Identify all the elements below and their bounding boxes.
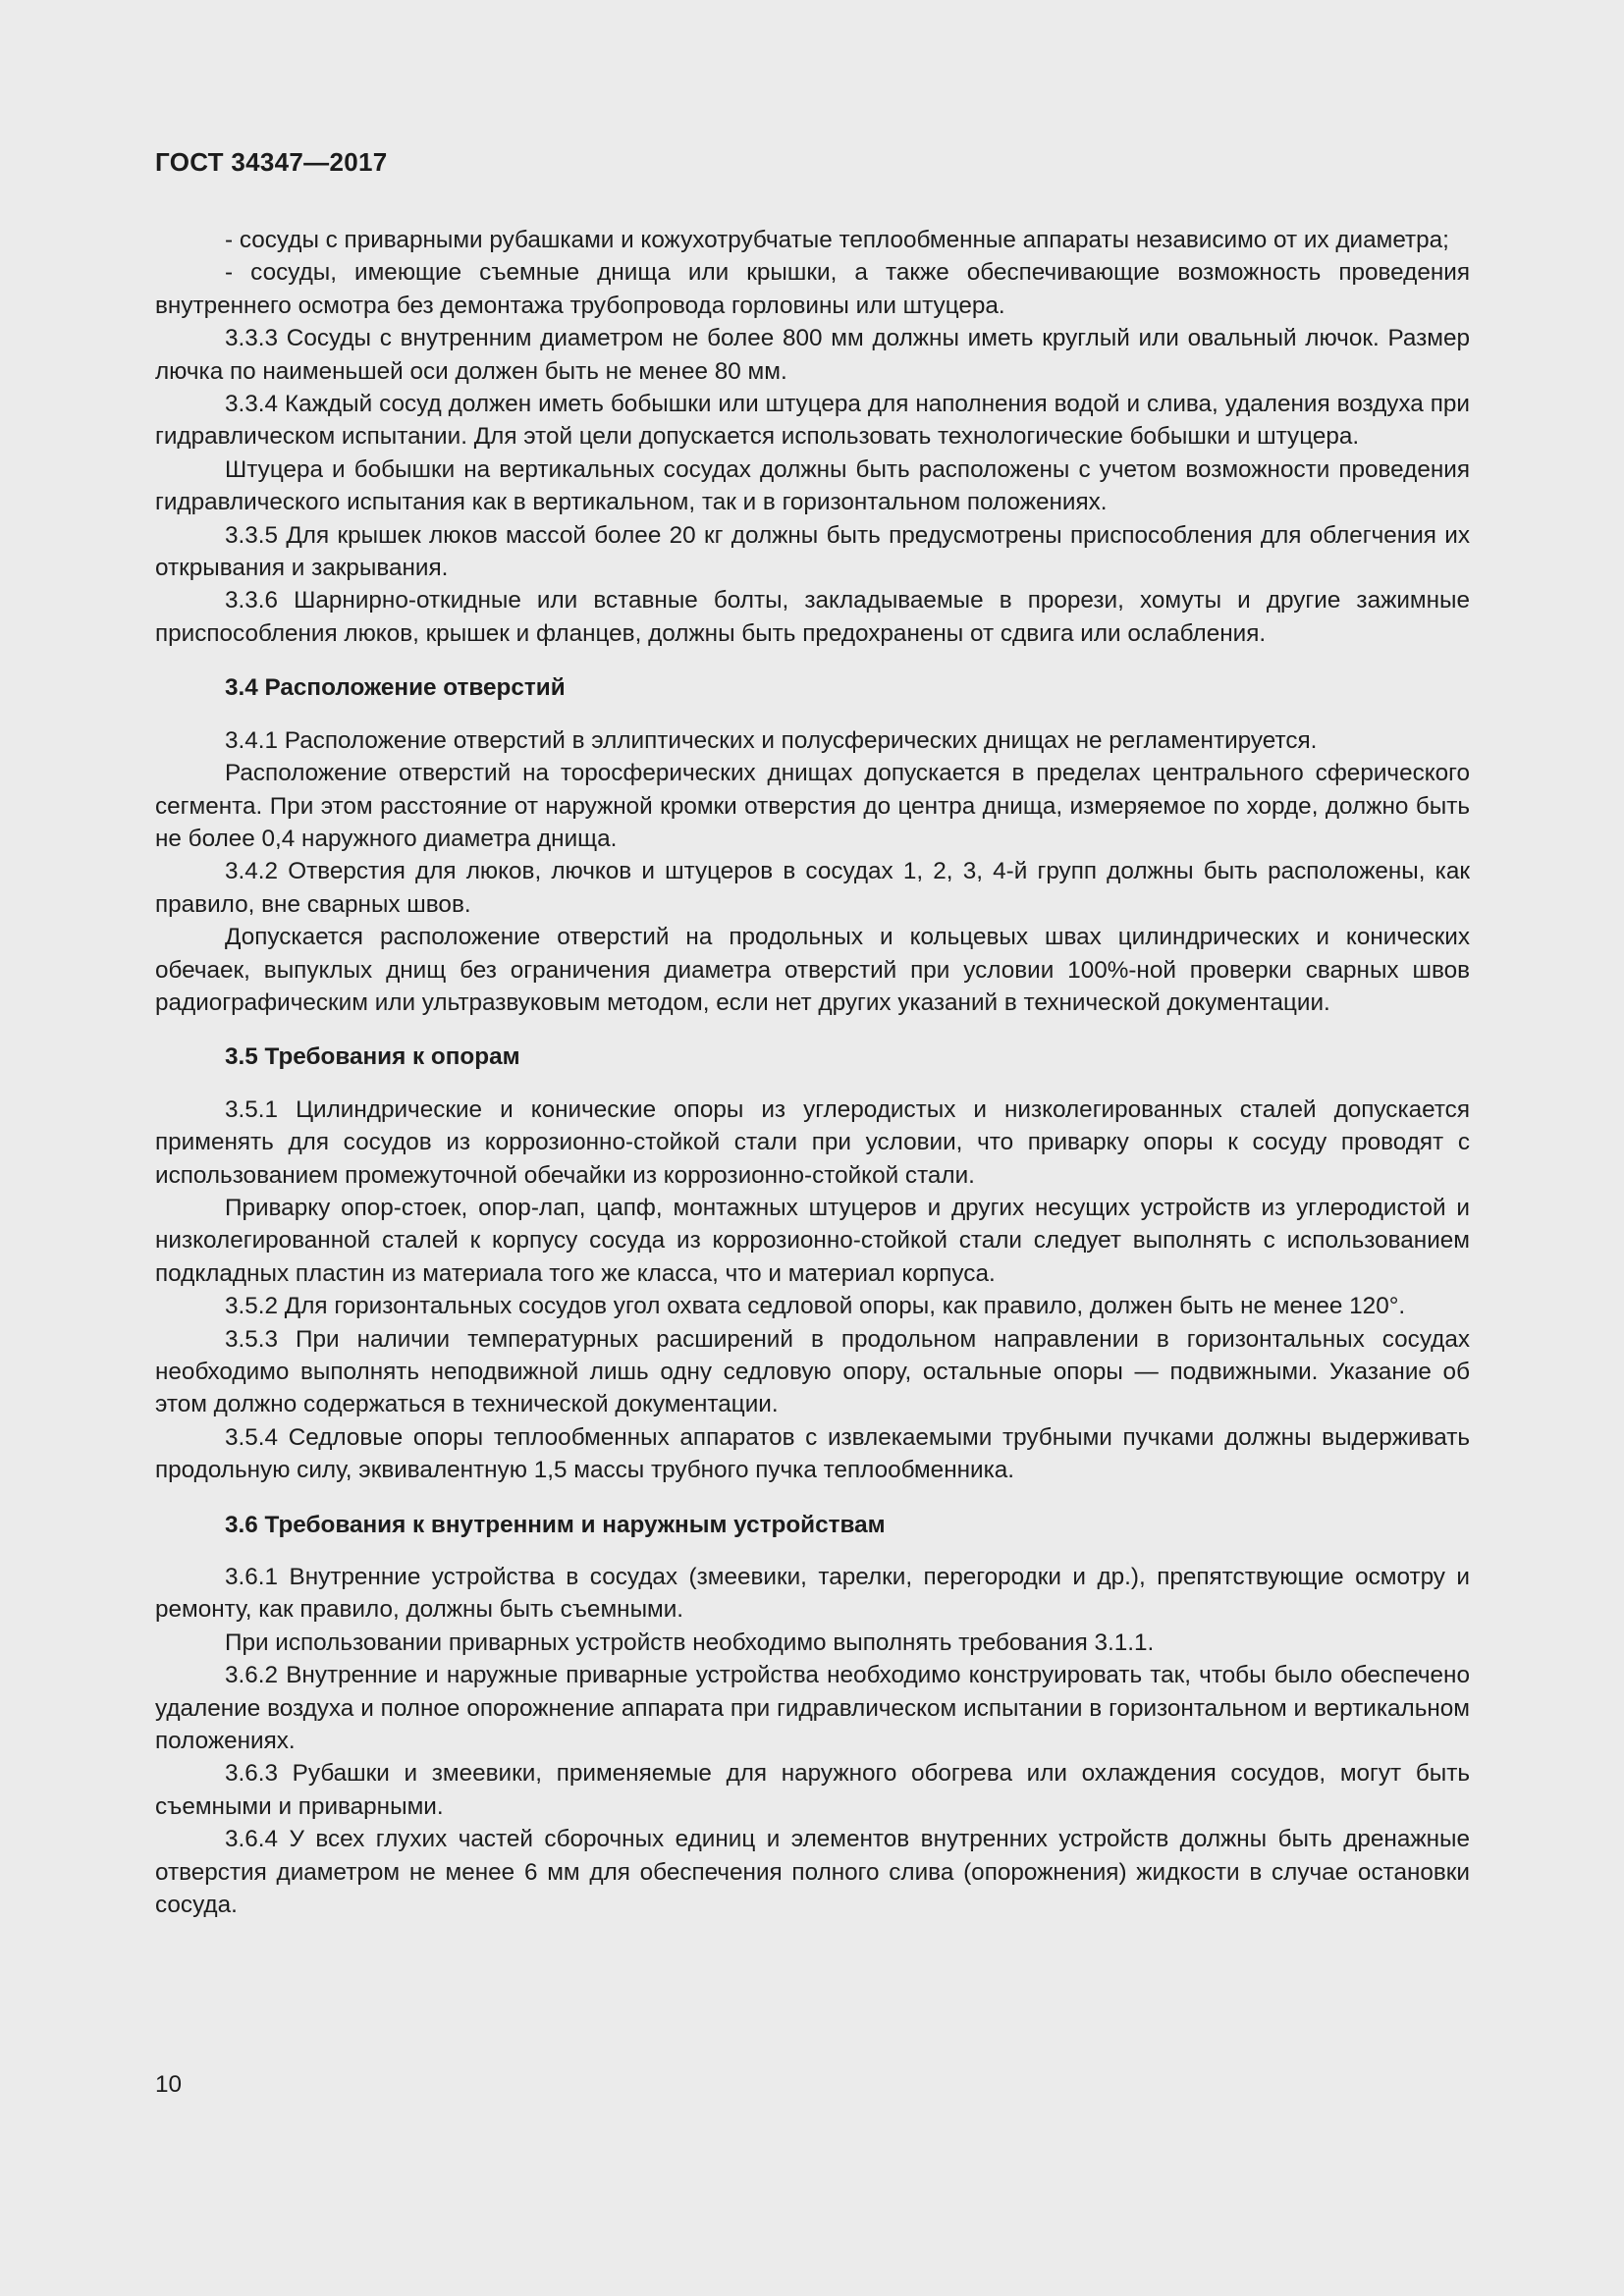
paragraph: Допускается расположение отверстий на продольных и кольцевых швах цилиндрических и конических обечаек, выпуклых днищ без ограничения диаметра отверстий при условии 100%-ной проверки сварных швов радиографическим или ультразвуковым методом, если нет других указаний в технической документации. [155,924,1470,1016]
paragraph: Штуцера и бобышки на вертикальных сосудах должны быть расположены с учетом возможности проведения гидравлического испытания как в вертикальном, так и в горизонтальном положениях. [155,455,1470,516]
section-heading: 3.5 Требования к опорам [225,1043,520,1071]
paragraph: 3.3.6 Шарнирно-откидные или вставные болты, закладываемые в прорези, хомуты и другие зажимные приспособления люков, крышек и фланцев, должны быть предохранены от сдвига или ослабления. [155,587,1470,647]
paragraph: - сосуды с приварными рубашками и кожухотрубчатые теплообменные аппараты независимо от их диаметра; [225,227,1449,253]
paragraph: 3.5.3 При наличии температурных расширений в продольном направлении в горизонтальных сосудах необходимо выполнять неподвижной лишь одну седловую опору, остальные опоры — подвижными. Указание об этом должно содержаться в технической документации. [155,1325,1470,1418]
section-heading: 3.4 Расположение отверстий [225,674,566,702]
paragraph: 3.3.4 Каждый сосуд должен иметь бобышки или штуцера для наполнения водой и слива, удаления воздуха при гидравлическом испытании. Для этой цели допускается использовать технологические бобышки и штуцера. [155,391,1470,451]
paragraph: 3.5.4 Седловые опоры теплообменных аппаратов с извлекаемыми трубными пучками должны выдерживать продольную силу, эквивалентную 1,5 массы трубного пучка теплообменника. [155,1423,1470,1484]
document-body [155,224,1470,1922]
paragraph: 3.6.1 Внутренние устройства в сосудах (змеевики, тарелки, перегородки и др.), препятствующие осмотру и ремонту, как правило, должны быть съемными. [155,1564,1470,1624]
paragraph: 3.4.1 Расположение отверстий в эллиптических и полусферических днищах не регламентируется. [225,726,1318,754]
paragraph: 3.3.5 Для крышек люков массой более 20 кг должны быть предусмотрены приспособления для облегчения их открывания и закрывания. [155,521,1470,582]
paragraph: 3.5.2 Для горизонтальных сосудов угол охвата седловой опоры, как правило, должен быть не менее 120°. [225,1293,1406,1320]
paragraph: Приварку опор-стоек, опор-лап, цапф, монтажных штуцеров и других несущих устройств из углеродистой и низколегированной сталей к корпусу сосуда из коррозионно-стойкой стали следует выполнять с использованием подкладных пластин из материала того же класса, что и материал корпуса. [155,1194,1470,1287]
paragraph: 3.4.2 Отверстия для люков, лючков и штуцеров в сосудах 1, 2, 3, 4-й групп должны быть расположены, как правило, вне сварных швов. [155,858,1470,918]
section-heading: 3.6 Требования к внутренним и наружным устройствам [225,1511,886,1538]
page-number: 10 [155,2071,183,2098]
paragraph: 3.3.3 Сосуды с внутренним диаметром не более 800 мм должны иметь круглый или овальный лючок. Размер лючка по наименьшей оси должен быть не менее 80 мм. [155,325,1470,385]
paragraph: - сосуды, имеющие съемные днища или крышки, а также обеспечивающие возможность проведения внутреннего осмотра без демонтажа трубопровода горловины или штуцера. [155,259,1470,319]
paragraph: Расположение отверстий на торосферических днищах допускается в пределах центрального сферического сегмента. При этом расстояние от наружной кромки отверстия до центра днища, измеряемое по хорде, должно быть не более 0,4 наружного диаметра днища. [155,760,1470,852]
paragraph: При использовании приварных устройств необходимо выполнять требования 3.1.1. [225,1629,1155,1656]
paragraph: 3.6.2 Внутренние и наружные приварные устройства необходимо конструировать так, чтобы было обеспечено удаление воздуха и полное опорожнение аппарата при гидравлическом испытании в горизонтальном и вертикальном положениях. [155,1662,1470,1755]
paragraph: 3.6.4 У всех глухих частей сборочных единиц и элементов внутренних устройств должны быть дренажные отверстия диаметром не менее 6 мм для обеспечения полного слива (опорожнения) жидкости в случае остановки сосуда. [155,1826,1470,1919]
paragraph: 3.6.3 Рубашки и змеевики, применяемые для наружного обогрева или охлаждения сосудов, могут быть съемными и приварными. [155,1760,1470,1820]
paragraph: 3.5.1 Цилиндрические и конические опоры из углеродистых и низколегированных сталей допускается применять для сосудов из коррозионно-стойкой стали при условии, что приварку опоры к сосуду проводят с использованием промежуточной обечайки из коррозионно-стойкой стали. [155,1095,1470,1189]
document-header: ГОСТ 34347—2017 [155,147,388,177]
